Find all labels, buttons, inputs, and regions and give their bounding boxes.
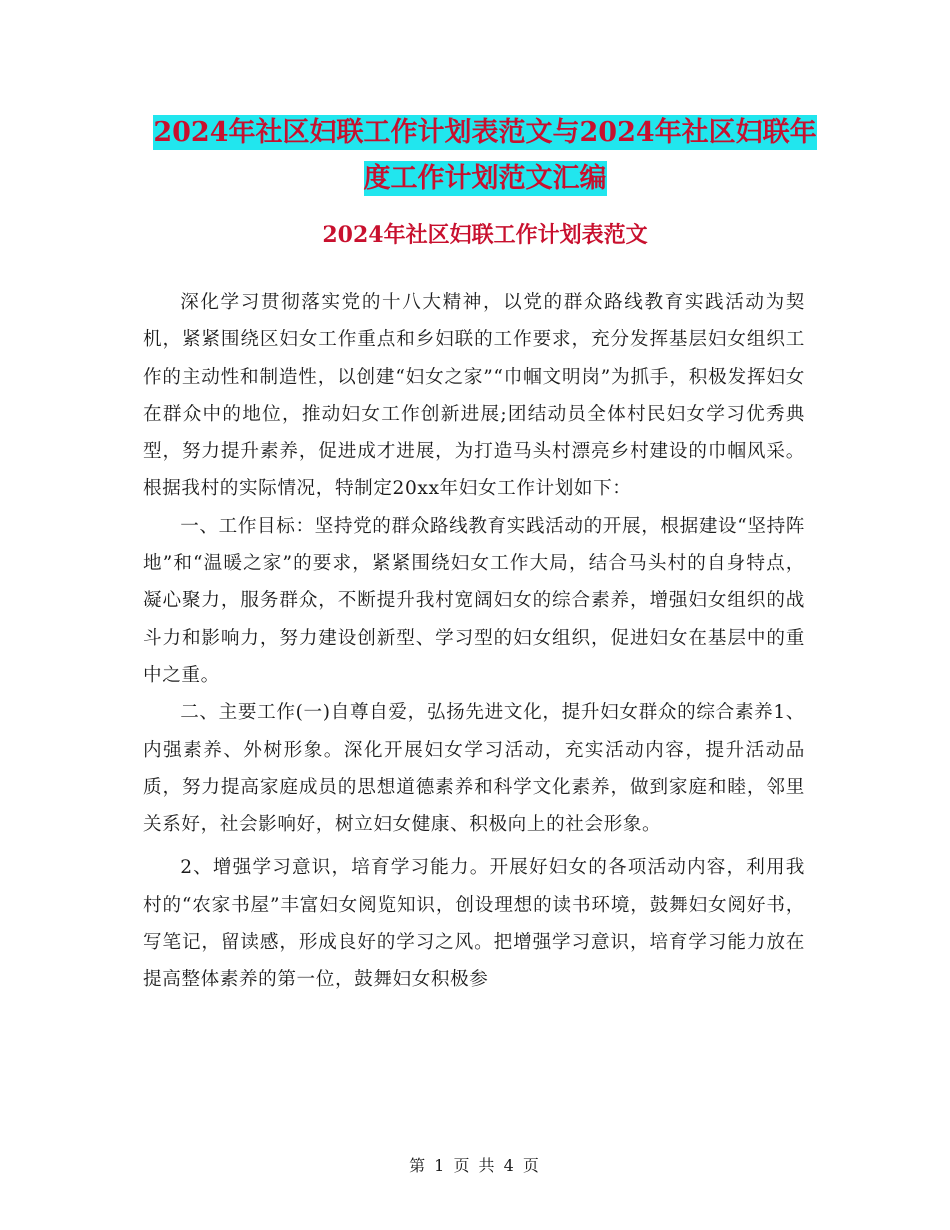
body-paragraph-2: 一、工作目标：坚持党的群众路线教育实践活动的开展，根据建设“坚持阵地”和“温暖之家”的要求，紧紧围绕妇女工作大局，结合马头村的自身特点，凝心聚力，服务群众，不断提升我村宽阔妇女的综合素养，增强妇女组织的战斗力和影响力，努力建设创新型、学习型的妇女组织，促进妇女在基层中的重中之重。 — [143, 515, 805, 686]
page-footer: 第 1 页 共 4 页 — [409, 1156, 541, 1175]
document-body — [143, 284, 805, 999]
document-title-highlight: 2024年社区妇联工作计划表范文与2024年社区妇联年度工作计划范文汇编 — [153, 117, 817, 194]
document-title — [140, 110, 830, 202]
body-paragraph-3: 二、主要工作(一)自尊自爱，弘扬先进文化，提升妇女群众的综合素养1、内强素养、外树形象。深化开展妇女学习活动，充实活动内容，提升活动品质，努力提高家庭成员的思想道德素养和科学文化素养，做到家庭和睦，邻里关系好，社会影响好，树立妇女健康、积极向上的社会形象。 — [143, 702, 805, 836]
section-title: 2024年社区妇联工作计划表范文 — [322, 222, 648, 248]
body-paragraph-4: 2、增强学习意识，培育学习能力。开展好妇女的各项活动内容，利用我村的“农家书屋”丰富妇女阅览知识，创设理想的读书环境，鼓舞妇女阅好书，写笔记，留读感，形成良好的学习之风。把增强学习意识，培育学习能力放在提高整体素养的第一位，鼓舞妇女积极参 — [143, 857, 805, 991]
body-paragraph-1: 深化学习贯彻落实党的十八大精神，以党的群众路线教育实践活动为契机，紧紧围绕区妇女工作重点和乡妇联的工作要求，充分发挥基层妇女组织工作的主动性和制造性，以创建“妇女之家”“巾帼文明岗”为抓手，积极发挥妇女在群众中的地位，推动妇女工作创新进展;团结动员全体村民妇女学习优秀典型，努力提升素养，促进成才进展，为打造马头村漂亮乡村建设的巾帼风采。根据我村的实际情况，特制定20xx年妇女工作计划如下： — [143, 292, 805, 500]
